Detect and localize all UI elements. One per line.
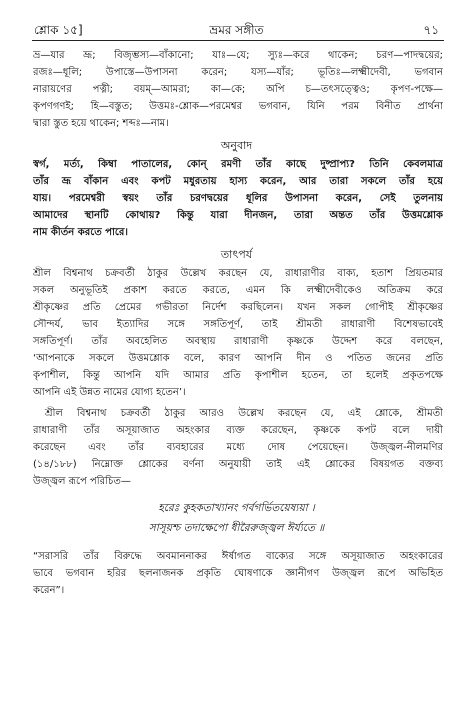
purport-line: শ্রীকৃষ্ণের প্রতি প্রেমের গভীরতা নির্দেশ করছিলেন। যখন সকল গোপীই শ্রীকৃষ্ণের [33, 302, 443, 313]
purport-line: শ্রীল বিশ্বনাথ চক্রবর্তী ঠাকুর উল্লেখ করছেন যে, রাধারাণীর বাক্য, হতাশ প্রিয়তমার [33, 268, 443, 279]
translation-heading: অনুবাদ [220, 139, 253, 152]
header-rule [32, 40, 444, 41]
translation-line: যায়। পরমেশ্বরী স্বয়ং তাঁর চরণদ্বয়ের ধূলির উপাসনা করেন, সেই তুলনায় [33, 193, 443, 204]
quote-line: “সরাসরি তাঁর বিরুদ্ধে অবমাননাকর ঈর্ষাগত বাক্যের সঙ্গে অসূয়াজাত অহংকারের [33, 551, 443, 562]
glossary-line: কৃপণগণই; হি—বস্তুত; উত্তমঃ-শ্লোক—পরমেশ্বর ভগবান, যিনি পরম বিনীত প্রার্থনা [33, 101, 443, 112]
purport-line: উজ্জ্বল রূপে পরিচিত— [33, 476, 131, 487]
glossary-line: দ্বারা স্তুত হয়ে থাকেন; শব্দঃ—নাম। [33, 118, 169, 129]
verse-line: সাসূয়শ্চ তদাক্ষেপো ধীরৈরুজ্জ্বল ঈর্য্যতে ॥ [148, 522, 325, 534]
purport-line: ‘আপনাকে সকলে উত্তমশ্লোক বলে, কারণ আপনি দীন ও পতিত জনের প্রতি [33, 353, 443, 364]
page-number: ৭১ [423, 23, 439, 37]
translation-line: নাম কীর্তন করতে পারে। [33, 227, 128, 238]
purport-line: করেছেন এবং তাঁর ব্যবহারের মধ্যে দোষ পেয়েছেন। উজ্জ্বল-নীলমণির [33, 442, 443, 453]
purport-line: শ্রীল বিশ্বনাথ চক্রবর্তী ঠাকুর আরও উল্লেখ করছেন যে, এই শ্লোকে, শ্রীমতী [45, 408, 443, 419]
purport-line: সকল অনুভূতিই প্রকাশ করতে করতে, এমন কি লক্ষ্মীদেবীকেও অতিক্রম করে [33, 285, 443, 296]
chapter-title: ভ্রমর সঙ্গীত [209, 23, 264, 37]
glossary-line: নারায়ণের পত্নী; বয়ম্—আমরা; কা—কে; অপি চ—তৎসত্ত্বেও; কৃপণ-পক্ষে— [33, 84, 443, 95]
verse-translation-quote [33, 548, 443, 599]
glossary-line: ভ্র—যার ভ্রূ; বিজৃম্ভস্য—বাঁকানো; যাঃ—যে; স্যুঃ—করে থাকেন; চরণ—পাদদ্বয়ের; [33, 50, 443, 61]
quote-line: করেন”। [33, 585, 65, 596]
purport-heading: তাৎপর্য [220, 248, 253, 261]
sanskrit-verse [0, 498, 473, 538]
purport-line: আপনি এই উন্নত নামের যোগ্য হতেন’। [33, 387, 186, 398]
purport-paragraph-2 [33, 405, 443, 490]
glossary-line: রজঃ—ধূলি; উপাস্তে—উপাসনা করেন; যস্য—যাঁর; ভূতিঃ—লক্ষ্মীদেবী, ভগবান [33, 67, 443, 78]
translation-line: তাঁর ভ্রূ বাঁকান এবং কপট মধুরতায় হাস্য করেন, আর তারা সকলে তাঁর হয়ে [33, 176, 443, 187]
verse-reference: শ্লোক ১৫] [34, 23, 83, 37]
purport-line: সঙ্গতিপূর্ণ। তাঁর অবহেলিত অবস্থায় রাধারাণী কৃষ্ণকে উদ্দেশ করে বলছেন, [33, 336, 443, 347]
word-glossary [33, 47, 443, 132]
translation-line: স্বর্গ, মর্ত্য, কিম্বা পাতালের, কোন্ রমণী তাঁর কাছে দুষ্প্রাপ্য? তিনি কেবলমাত্র [33, 159, 443, 170]
purport-paragraph-1 [33, 265, 443, 401]
purport-line: কৃপাশীল, কিন্তু আপনি যদি আমার প্রতি কৃপাশীল হতেন, তা হলেই প্রকৃতপক্ষে [33, 370, 443, 381]
purport-line: রাধারাণী তাঁর অসূয়াজাত অহংকার ব্যক্ত করেছেন, কৃষ্ণকে কপট বলে দায়ী [33, 425, 443, 436]
purport-line: সৌন্দর্য, ভাব ইত্যাদির সঙ্গে সঙ্গতিপূর্ণ, তাই শ্রীমতী রাধারাণী বিশেষভাবেই [33, 319, 443, 330]
purport-line: (১৪/১৮৮) নিম্নোক্ত শ্লোকের বর্ণনা অনুযায়ী তাই এই শ্লোকের বিষয়গত বক্তব্য [33, 459, 443, 470]
translation-text [33, 156, 443, 241]
verse-line: হরেঃ কুহকতাখ্যানং গর্বগর্ভিতয়েষ্যয়া । [158, 502, 315, 514]
translation-line: আমাদের স্থানটি কোথায়? কিন্তু যারা দীনজন, তারা অন্তত তাঁর উত্তমশ্লোক [33, 210, 443, 221]
quote-line: ভাবে ভগবান হরির ছলনাজনক প্রকৃতি ঘোষণাকে জ্ঞানীগণ উজ্জ্বল রূপে অভিহিত [33, 568, 443, 579]
